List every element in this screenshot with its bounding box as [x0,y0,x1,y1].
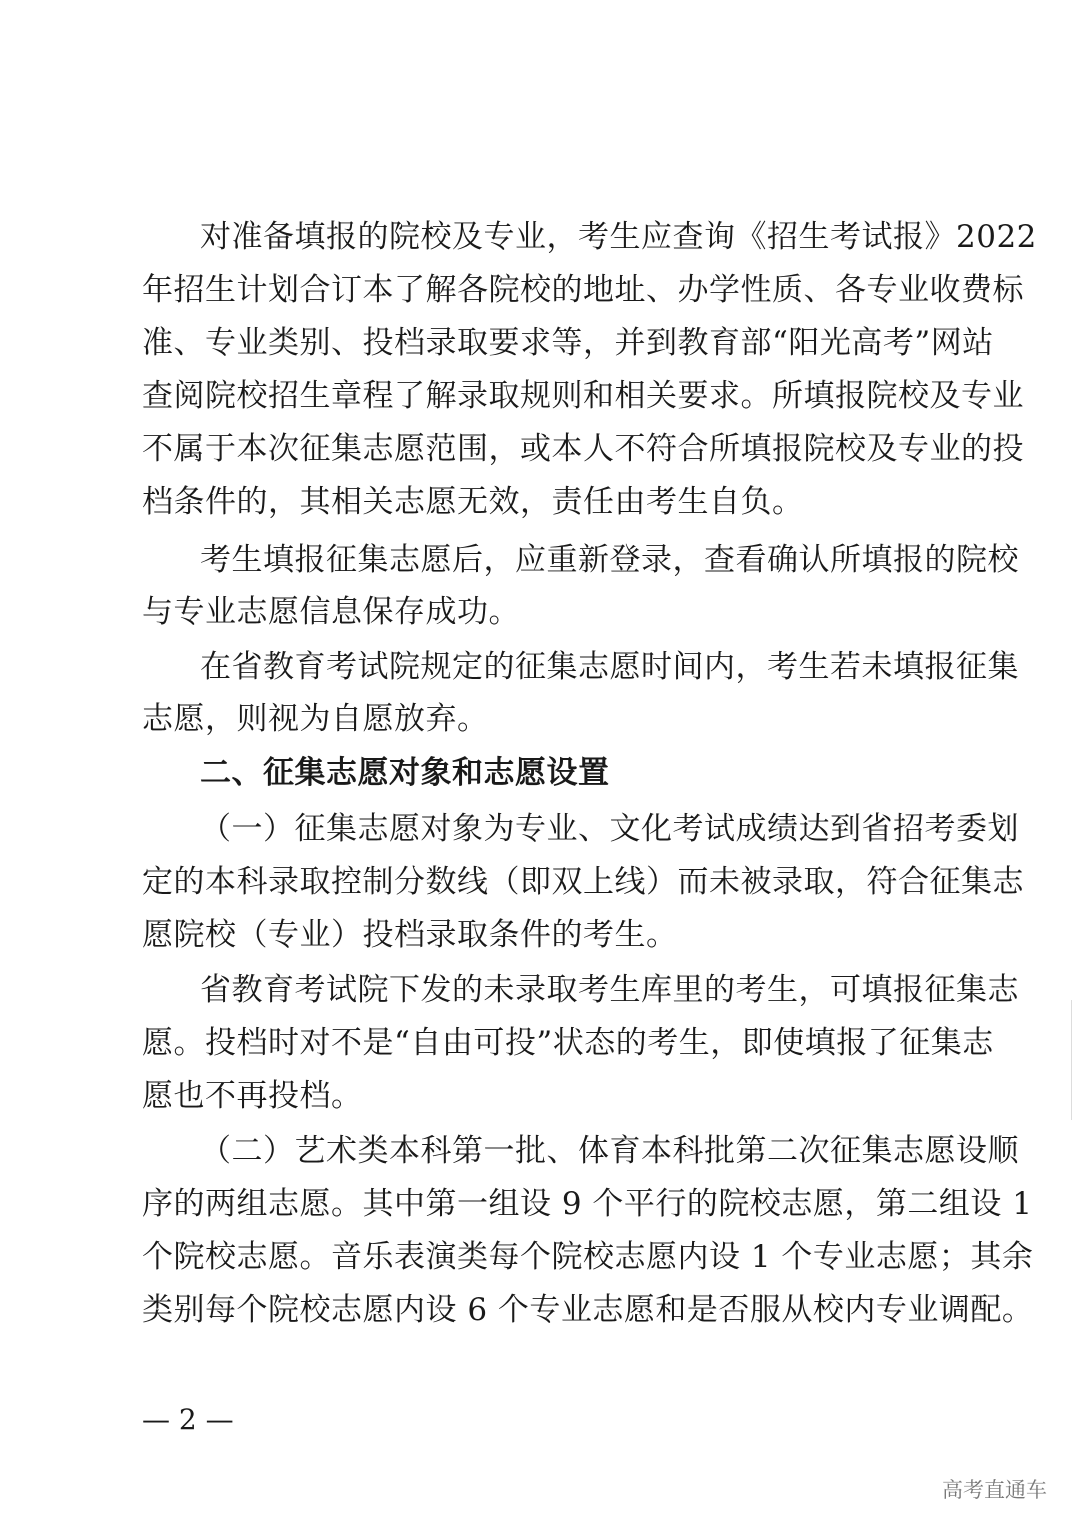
paragraph-line: 愿也不再投档。 [142,1078,363,1114]
paragraph-line: 对准备填报的院校及专业，考生应查询《招生考试报》2022 [200,219,1037,255]
paragraph-line: 年招生计划合订本了解各院校的地址、办学性质、各专业收费标 [142,272,1024,308]
paragraph-line: 不属于本次征集志愿范围，或本人不符合所填报院校及专业的投 [142,431,1024,467]
paragraph-line: 准、专业类别、投档录取要求等，并到教育部“阳光高考”网站 [142,325,994,361]
paragraph-line: （二）艺术类本科第一批、体育本科批第二次征集志愿设顺 [200,1133,1019,1169]
watermark: 高考直通车 [942,1478,1047,1502]
paragraph-line: （一）征集志愿对象为专业、文化考试成绩达到省招考委划 [200,811,1019,847]
paragraph-line: 在省教育考试院规定的征集志愿时间内，考生若未填报征集 [200,649,1019,685]
paragraph-line: 愿。投档时对不是“自由可投”状态的考生，即使填报了征集志 [142,1025,994,1061]
paragraph-line: 个院校志愿。音乐表演类每个院校志愿内设 1 个专业志愿；其余 [142,1239,1034,1275]
paragraph-line: 志愿，则视为自愿放弃。 [142,701,489,737]
paragraph-line: 查阅院校招生章程了解录取规则和相关要求。所填报院校及专业 [142,378,1024,414]
paragraph-line: 类别每个院校志愿内设 6 个专业志愿和是否服从校内专业调配。 [142,1292,1034,1328]
page-number: — 2 — [142,1403,234,1436]
paragraph-line: 考生填报征集志愿后，应重新登录，查看确认所填报的院校 [200,542,1019,578]
section-heading: 二、征集志愿对象和志愿设置 [200,755,610,791]
paragraph-line: 与专业志愿信息保存成功。 [142,594,520,630]
paragraph-line: 省教育考试院下发的未录取考生库里的考生，可填报征集志 [200,972,1019,1008]
scan-edge-mark [1071,1000,1072,1120]
paragraph-line: 序的两组志愿。其中第一组设 9 个平行的院校志愿，第二组设 1 [142,1186,1033,1222]
paragraph-line: 档条件的，其相关志愿无效，责任由考生自负。 [142,484,804,520]
paragraph-line: 愿院校（专业）投档录取条件的考生。 [142,917,678,953]
paragraph-line: 定的本科录取控制分数线（即双上线）而未被录取，符合征集志 [142,864,1024,900]
